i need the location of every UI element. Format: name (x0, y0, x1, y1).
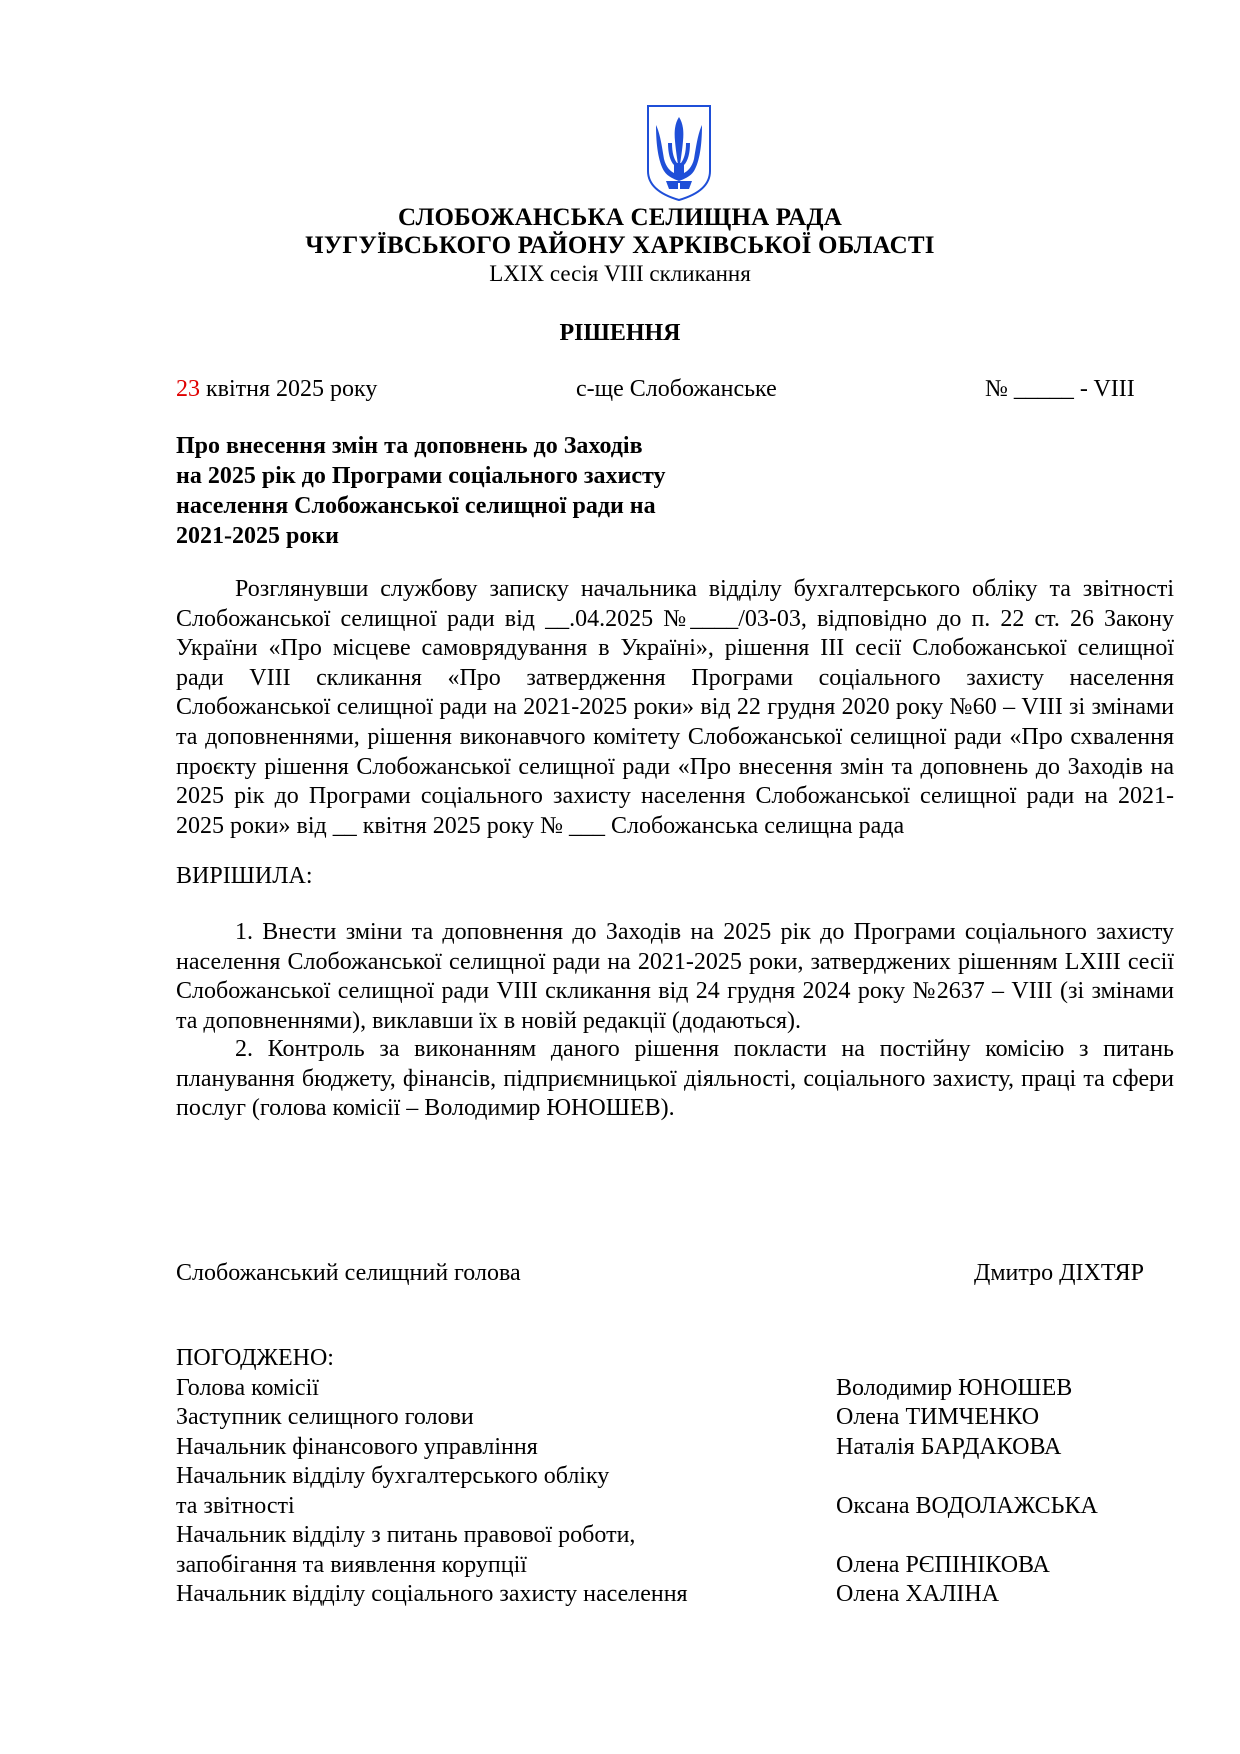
resolved-label: ВИРІШИЛА: (176, 863, 313, 889)
subject-line: 2021-2025 роки (176, 523, 339, 549)
approval-label: ПОГОДЖЕНО: (176, 1345, 334, 1371)
decision-place: с-ще Слобожанське (576, 376, 777, 402)
approver-position: Начальник фінансового управління (176, 1433, 538, 1460)
approval-row (176, 1374, 1174, 1404)
approval-row (176, 1462, 1174, 1492)
decision-item-2: 2. Контроль за виконанням даного рішення покласти на постійну комісію з питань планування бюджету, фінансів, підприємницької діяльності, соціального захисту, праці та сфери послуг (голова комісії – Володимир ЮНОШЕВ). (176, 1036, 1174, 1122)
approver-name: Олена РЄПІНІКОВА (836, 1551, 1050, 1578)
decision-date (176, 374, 377, 404)
signatory-name: Дмитро ДІХТЯР (974, 1260, 1144, 1286)
decision-subject (176, 431, 716, 551)
decision-day: 23 (176, 376, 200, 402)
signatory-position: Слобожанський селищний голова (176, 1260, 521, 1286)
decision-item-1: 1. Внести зміни та доповнення до Заходів на 2025 рік до Програми соціального захисту населення Слобожанської селищної ради на 2021-2025 роки, затверджених рішенням LXIII сесії Слобожанської селищної ради VIII скликання від 24 грудня 2024 року №2637 – VIII (зі змінами та доповненнями), виклавши їх в новій редакції (додаються). (176, 919, 1174, 1034)
approval-row (176, 1433, 1174, 1463)
approver-position: Начальник відділу з питань правової роботи, (176, 1522, 636, 1548)
approver-position: Заступник селищного голови (176, 1404, 474, 1430)
document-type-title: РІШЕННЯ (559, 320, 681, 346)
approver-name: Володимир ЮНОШЕВ (836, 1374, 1073, 1401)
subject-line: населення Слобожанської селищної ради на (176, 493, 656, 519)
approver-name: Олена ХАЛІНА (836, 1581, 1000, 1607)
approval-label-row (176, 1344, 1174, 1374)
approver-name: Оксана ВОДОЛАЖСЬКА (836, 1492, 1098, 1519)
decision-date-rest: квітня 2025 року (200, 376, 378, 402)
approver-position: Начальник відділу соціального захисту населення (176, 1581, 688, 1607)
approver-position: Начальник відділу бухгалтерського обліку (176, 1463, 610, 1489)
approver-name: Олена ТИМЧЕНКО (836, 1404, 1040, 1430)
subject-line: на 2025 рік до Програми соціального захисту (176, 463, 666, 489)
decision-number: № _____ - VIII (985, 376, 1135, 402)
council-name: СЛОБОЖАНСЬКА СЕЛИЩНА РАДА (398, 204, 842, 231)
approver-position: та звітності (176, 1492, 295, 1519)
preamble-paragraph: Розглянувши службову записку начальника відділу бухгалтерського обліку та звітності Слобожанської селищної ради від __.04.2025 №____/03-03, відповідно до п. 22 ст. 26 Закону України «Про місцеве самоврядування в Україні», рішення ІІІ сесії Слобожанської селищної ради VIII скликання «Про затвердження Програми соціального захисту населення Слобожанської селищної ради на 2021-2025 роки» від 22 грудня 2020 року №60 – VIII зі змінами та доповненнями, рішення виконавчого комітету Слобожанської селищної ради «Про схвалення проєкту рішення Слобожанської селищної ради «Про внесення змін та доповнень до Заходів на 2025 рік до Програми соціального захисту населення Слобожанської селищної ради на 2021-2025 роки» від __ квітня 2025 року № ___ Слобожанська селищна рада (176, 576, 1174, 839)
approval-row (176, 1403, 1174, 1433)
approver-position: запобігання та виявлення корупції (176, 1551, 527, 1578)
approval-row (176, 1551, 1174, 1581)
approval-row (176, 1580, 1174, 1610)
approval-row (176, 1492, 1174, 1522)
approver-position: Голова комісії (176, 1374, 319, 1401)
approver-name: Наталія БАРДАКОВА (836, 1433, 1062, 1460)
coat-of-arms-of-ukraine-icon (644, 103, 714, 203)
district-name: ЧУГУЇВСЬКОГО РАЙОНУ ХАРКІВСЬКОЇ ОБЛАСТІ (305, 232, 935, 259)
approval-block (176, 1344, 1174, 1610)
approval-row (176, 1521, 1174, 1551)
session-line: LXIX сесія VIII скликання (489, 261, 751, 286)
subject-line: Про внесення змін та доповнень до Заходів (176, 433, 643, 459)
